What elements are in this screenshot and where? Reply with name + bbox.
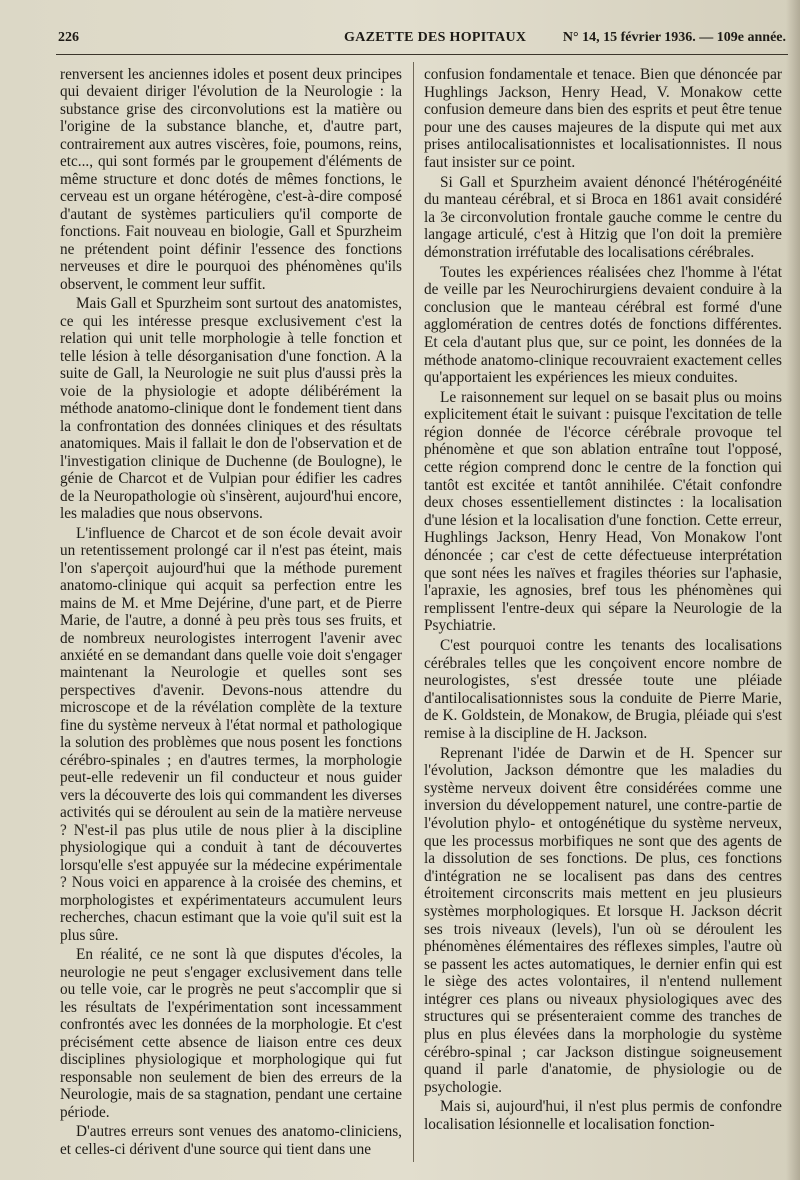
journal-title: GAZETTE DES HOPITAUX <box>344 30 527 45</box>
running-header <box>58 30 786 52</box>
left-paragraph-3: L'influence de Charcot et de son école devait avoir un retentissement prolongé car il n'est pas éteint, mais l'on s'aperçoit aujourd'hui que la méthode purement anatomo-clinique qui acquit sa perfection entre les mains de M. et Mme Dejérine, d'une part, et de Pierre Marie, de l'autre, a donné à peu près tous ses fruits, et de nombreux neurologistes interrogent l'avenir avec anxiété en se demandant dans quelle voie doit s'engager maintenant la Neurologie et quelles sont ses perspectives d'avenir. Devons-nous attendre du microscope et de la révélation complète de la texture fine du système nerveux à l'état normal et pathologique la solution des problèmes que nous posent les fonctions cérébro-spinales ; en d'autres termes, la morphologie peut-elle redevenir un fil conducteur et nous guider vers la découverte des lois qui commandent les diverses activités qui se déroulent au sein de la matière nerveuse ? N'est-il pas plus utile de nous plier à la discipline physiologique qui a conduit à tant de découvertes lorsqu'elle s'est appuyée sur la médecine expérimentale ? Nous voici en apparence à la croisée des chemins, et morphologistes et expérimentateurs accumulent leurs recherches, chacun estimant que la voie qu'il suit est la plus sûre. <box>60 524 402 944</box>
right-paragraph-5: C'est pourquoi contre les tenants des localisations cérébrales telles que les conçoivent encore nombre de neurologistes, s'est dressée toute une pléiade d'antilocalisationnistes sous la conduite de Pierre Marie, de K. Goldstein, de Monakow, de Brugia, pléiade qui s'est remise à la discipline de H. Jackson. <box>424 637 782 742</box>
right-paragraph-1: confusion fondamentale et tenace. Bien que dénoncée par Hughlings Jackson, Henry Head, V. Monakow cette confusion demeure dans bien des esprits et peut être tenue pour une des causes majeures de la dispute qui met aux prises antilocalisationnistes et localisationnistes. Il nous faut insister sur ce point. <box>424 66 782 171</box>
right-paragraph-7: Mais si, aujourd'hui, il n'est plus permis de confondre localisation lésionnelle et localisation fonction- <box>424 1098 782 1134</box>
column-divider <box>413 62 414 1162</box>
right-paragraph-2: Si Gall et Spurzheim avaient dénoncé l'hétérogénéité du manteau cérébral, et si Broca en 1861 avait considéré la 3e circonvolution frontale gauche comme le centre du langage articulé, c'est à Hitzig que l'on doit la première démonstration irréfutable des localisations cérébrales. <box>424 173 782 261</box>
right-paragraph-3: Toutes les expériences réalisées chez l'homme à l'état de veille par les Neurochirurgiens devaient conduire à la conclusion que le manteau cérébral est formé d'une agglomération de centres dotés de fonctions différentes. Et cela d'autant plus que, sur ce point, les données de la méthode anatomo-clinique recouvraient exactement celles qu'apportaient les expériences les mieux conduites. <box>424 263 782 387</box>
left-column <box>60 66 402 1158</box>
left-paragraph-1: renversent les anciennes idoles et posent deux principes qui devaient diriger l'évolution de la Neurologie : la substance grise des circonvolutions est la matière ou l'origine de la substance blanche, et, d'autre part, contrairement aux autres viscères, foie, poumons, reins, etc..., qui sont formés par le groupement d'éléments de même structure et donc dotés de mêmes fonctions, le cerveau est un organe hétérogène, c'est-à-dire composé d'autant de systèmes particuliers qu'il comporte de fonctions. Fait nouveau en biologie, Gall et Spurzheim ne prétendent point définir l'essence des fonctions nerveuses et dire le pourquoi des phénomènes qu'ils observent, le comment leur suffit. <box>60 66 402 293</box>
issue-date: N° 14, 15 février 1936. — 109e année. <box>562 30 786 45</box>
right-column <box>424 66 782 1134</box>
page-edge-shadow <box>786 0 800 1180</box>
left-paragraph-4: En réalité, ce ne sont là que disputes d'écoles, la neurologie ne peut s'engager exclusivement dans telle ou telle voie, car le progrès ne peut s'accomplir que si les résultats de l'expérimentation sont incessamment confrontés avec les données de la morphologie. Et c'est précisément cette absence de liaison entre ces deux disciplines physiologique et morphologique qui fut responsable non seulement de bien des erreurs de la Neurologie, mais de sa stagnation, pendant une certaine période. <box>60 946 402 1121</box>
header-rule <box>56 54 788 55</box>
page-number: 226 <box>58 30 79 45</box>
left-paragraph-2: Mais Gall et Spurzheim sont surtout des anatomistes, ce qui les intéresse presque exclusivement c'est la relation qui unit telle morphologie à telle fonction et telle lésion à telle désorganisation d'une fonction. A la suite de Gall, la Neurologie ne suit plus d'aussi près la voie de la physiologie et adopte délibérément la méthode anatomo-clinique dont le fondement tient dans la confrontation des données cliniques et des résultats anatomiques. Mais il fallait le don de l'observation et de l'investigation clinique de Duchenne (de Boulogne), le génie de Charcot et de Vulpian pour édifier les cadres de la Neuropathologie où s'insèrent, aujourd'hui encore, les maladies que nous observons. <box>60 295 402 523</box>
right-paragraph-4: Le raisonnement sur lequel on se basait plus ou moins explicitement était le suivant : puisque l'excitation de telle région donnée de l'écorce cérébrale provoque tel phénomène et que son ablation entraîne tout l'opposé, cette région comprend donc le centre de la fonction qui tantôt est excitée et tantôt annihilée. C'était confondre deux choses essentiellement distinctes : la localisation d'une lésion et la localisation d'une fonction. Cette erreur, Hughlings Jackson, Henry Head, Von Monakow l'ont dénoncée ; car c'est de cette défectueuse interprétation que sont nées les naïves et fragiles théories sur l'aphasie, l'apraxie, les agnosies, bref tous les phénomènes qui remplissent l'entre-deux qui sépare la Neurologie de la Psychiatrie. <box>424 388 782 635</box>
right-paragraph-6: Reprenant l'idée de Darwin et de H. Spencer sur l'évolution, Jackson démontre que les maladies du système nerveux doivent être considérées comme une inversion du développement naturel, une contre-partie de l'évolution phylo- et ontogénétique du système nerveux, que les processus morbifiques ne sont que des agents de la dissolution de ses fonctions. De plus, ces fonctions d'intégration ne se localisent pas dans des centres étroitement circonscrits mais mettent en jeu plusieurs systèmes morphologiques. Et lorsque H. Jackson décrit ses trois niveaux (levels), l'un où se déroulent les phénomènes élémentaires des réflexes simples, l'autre où se passent les actes automatiques, le dernier enfin qui est le siège des actes volontaires, il n'entend nullement intégrer ces plans ou niveaux physiologiques avec des structures qui se présenteraient comme des tranches de plus en plus élevées dans la morphologie du système cérébro-spinal ; car Jackson distingue soigneusement quand il parle d'anatomie, de physiologie ou de psychologie. <box>424 744 782 1096</box>
left-paragraph-5: D'autres erreurs sont venues des anatomo-cliniciens, et celles-ci dérivent d'une source qui tient dans une <box>60 1123 402 1158</box>
